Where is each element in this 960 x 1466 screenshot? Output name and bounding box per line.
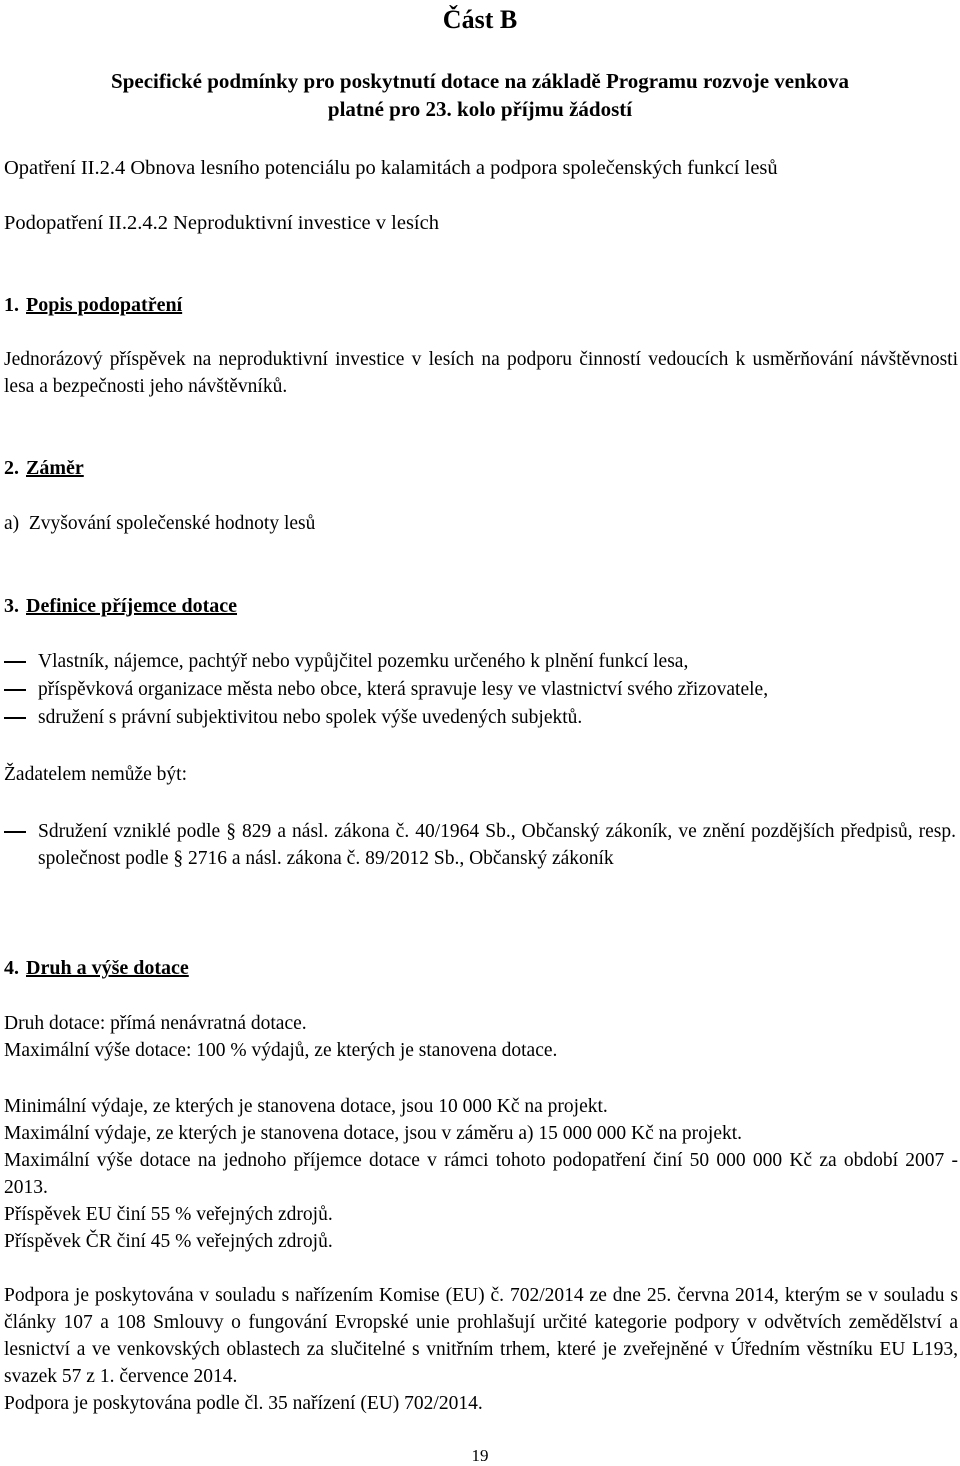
dash-bullet bbox=[4, 689, 26, 691]
part-title: Část B bbox=[442, 5, 518, 34]
section-1-title: Popis podopatření bbox=[26, 294, 183, 316]
dash-bullet bbox=[4, 661, 26, 663]
section-2-title: Záměr bbox=[26, 457, 84, 479]
max-rate-line: Maximální výše dotace: 100 % výdajů, ze kterých je stanovena dotace. bbox=[4, 1040, 558, 1061]
page-number: 19 bbox=[471, 1446, 489, 1465]
subtitle-line-2: platné pro 23. kolo příjmu žádostí bbox=[327, 97, 633, 121]
submeasure-title: Podopatření II.2.4.2 Neproduktivní investice v lesích bbox=[4, 212, 439, 234]
measure-title: Opatření II.2.4 Obnova lesního potenciálu po kalamitách a podpora společenských funkcí lesů bbox=[4, 157, 778, 179]
section-1-number: 1. bbox=[4, 294, 19, 316]
program-subtitle bbox=[0, 67, 960, 123]
section-3-title: Definice příjemce dotace bbox=[26, 595, 238, 617]
section-4-title: Druh a výše dotace bbox=[26, 957, 189, 979]
eu-share-line: Příspěvek EU činí 55 % veřejných zdrojů. bbox=[4, 1204, 333, 1225]
recipient-item: sdružení s právní subjektivitou nebo spolek výše uvedených subjektů. bbox=[4, 704, 956, 732]
recipient-item: příspěvková organizace města nebo obce, která spravuje lesy ve vlastnictví svého zřizovatele, bbox=[4, 676, 956, 704]
section-4-number: 4. bbox=[4, 957, 19, 979]
dash-bullet bbox=[4, 831, 26, 833]
cannot-item: Sdružení vzniklé podle § 829 a násl. zákona č. 40/1964 Sb., Občanský zákoník, ve znění pozdějších předpisů, resp. společnost podle § 2716 a násl. zákona č. 89/2012 Sb., Občanský zákoník bbox=[4, 818, 956, 872]
cr-share-line: Příspěvek ČR činí 45 % veřejných zdrojů. bbox=[4, 1231, 333, 1252]
section-2-item-a: a) Zvyšování společenské hodnoty lesů bbox=[4, 513, 316, 534]
section-1-text: Jednorázový příspěvek na neproduktivní investice v lesích na podporu činností vedoucích k usměrňování návštěvnosti lesa a bezpečnosti jeho návštěvníků. bbox=[4, 349, 958, 397]
section-3-heading bbox=[4, 593, 956, 620]
section-2-heading bbox=[4, 455, 956, 482]
section-3-number: 3. bbox=[4, 595, 19, 617]
recipient-list bbox=[4, 648, 956, 732]
cannot-be-applicant-list bbox=[4, 818, 956, 872]
section-2-number: 2. bbox=[4, 457, 19, 479]
max-per-recipient-text: Maximální výše dotace na jednoho příjemce dotace v rámci tohoto podopatření činí 50 000 000 Kč za období 2007 - 2013. bbox=[4, 1150, 958, 1198]
min-expenses-line: Minimální výdaje, ze kterých je stanovena dotace, jsou 10 000 Kč na projekt. bbox=[4, 1096, 608, 1117]
regulation-article-line: Podpora je poskytována podle čl. 35 nařízení (EU) 702/2014. bbox=[4, 1393, 483, 1414]
regulation-text: Podpora je poskytována v souladu s nařízením Komise (EU) č. 702/2014 ze dne 25. června 2014, kterým se v souladu s články 107 a 108 Smlouvy o fungování Evropské unie prohlašují určité kategorie podpory v odvětvích zemědělství a lesnictví a ve venkovských oblastech za slučitelné s vnitřním trhem, které je zveřejněné v Úředním věstníku EU L193, svazek 57 z 1. července 2014. bbox=[4, 1285, 958, 1387]
dash-bullet bbox=[4, 717, 26, 719]
recipient-item: Vlastník, nájemce, pachtýř nebo vypůjčitel pozemku určeného k plnění funkcí lesa, bbox=[4, 648, 956, 676]
subsidy-type-line: Druh dotace: přímá nenávratná dotace. bbox=[4, 1013, 307, 1034]
subtitle-line-1: Specifické podmínky pro poskytnutí dotace na základě Programu rozvoje venkova bbox=[111, 69, 849, 93]
section-4-heading bbox=[4, 955, 956, 982]
max-expenses-line: Maximální výdaje, ze kterých je stanovena dotace, jsou v záměru a) 15 000 000 Kč na projekt. bbox=[4, 1123, 743, 1144]
section-1-heading bbox=[4, 292, 956, 319]
cannot-be-applicant-label: Žadatelem nemůže být: bbox=[4, 764, 188, 785]
